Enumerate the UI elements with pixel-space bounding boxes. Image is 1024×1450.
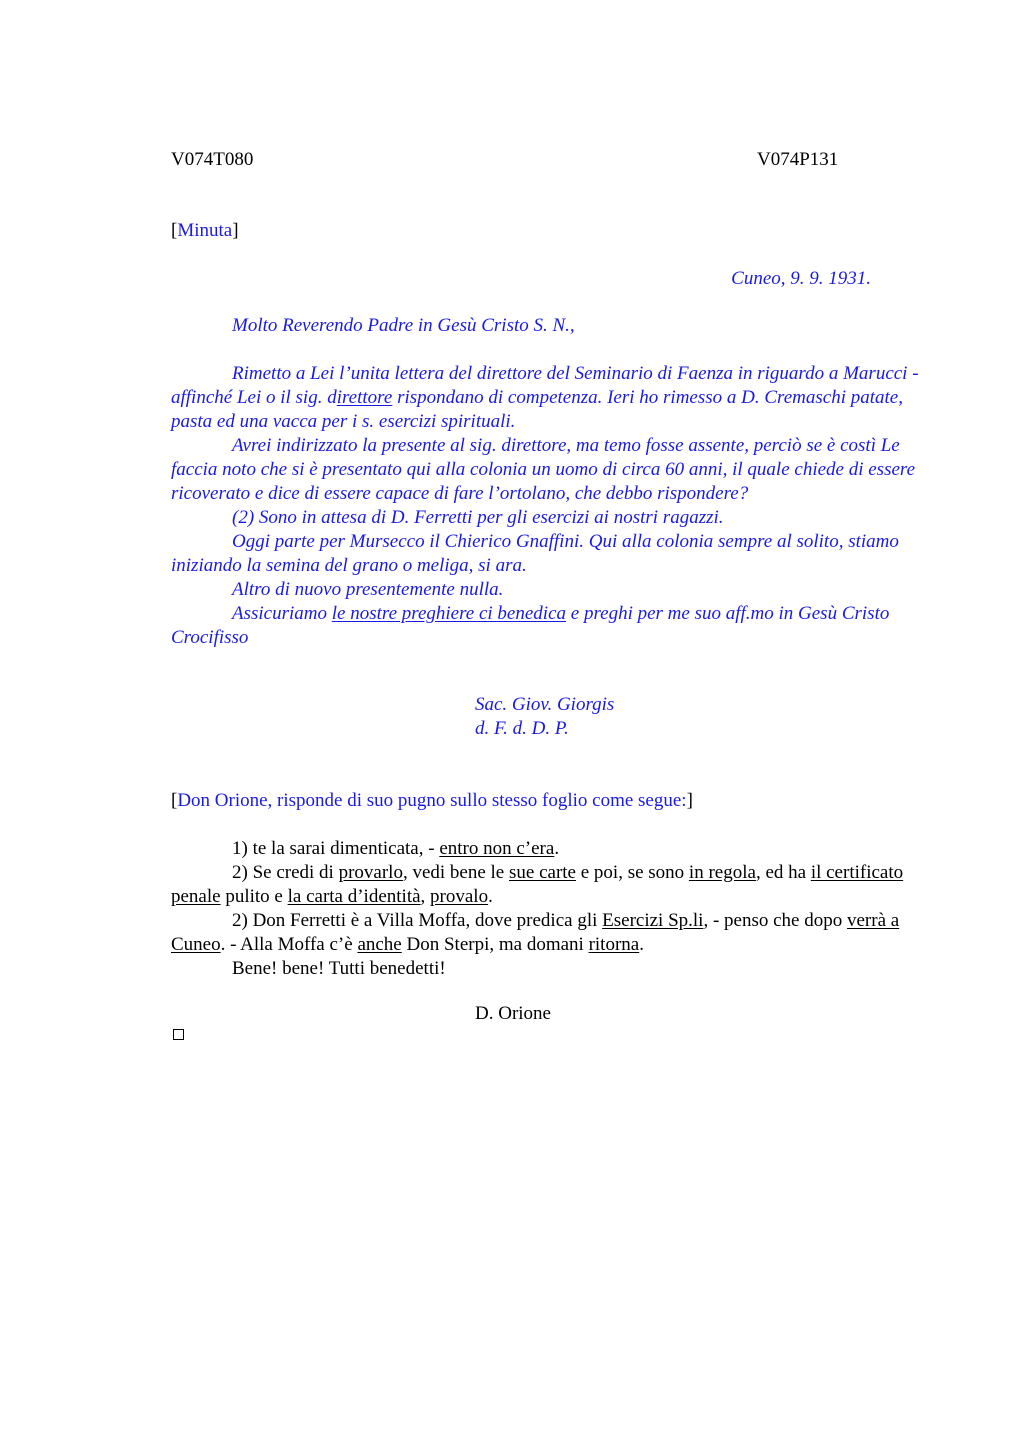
end-marker-box — [173, 1029, 184, 1040]
document-code-right: V074P131 — [757, 149, 839, 170]
minuta-label: [Minuta] — [171, 220, 239, 241]
reply-body — [171, 837, 919, 981]
editorial-note: [Don Orione, risponde di suo pugno sullo stesso foglio come segue:] — [171, 790, 693, 811]
letter-signature-title: d. F. d. D. P. — [475, 718, 569, 739]
document-code-left: V074T080 — [171, 149, 254, 170]
letter-paragraph-1: Rimetto a Lei l’unita lettera del direttore del Seminario di Faenza in riguardo a Marucci - affinché Lei o il sig. direttore rispondano di competenza. Ieri ho rimesso a D. Cremaschi patate, pasta ed una vacca per i s. esercizi spirituali. — [171, 363, 919, 432]
letter-paragraph-6: Assicuriamo le nostre preghiere ci benedica e preghi per me suo aff.mo in Gesù Cristo Crocifisso — [171, 603, 890, 648]
letter-body — [171, 362, 919, 650]
letter-paragraph-2: Avrei indirizzato la presente al sig. direttore, ma temo fosse assente, perciò se è costì Le faccia noto che si è presentato qui alla colonia un uomo di circa 60 anni, il quale chiede di essere ricoverato e dice di essere capace di fare l’ortolano, che debbo rispondere? — [171, 435, 916, 504]
reply-item-2: 2) Se credi di provarlo, vedi bene le sue carte e poi, se sono in regola, ed ha il certificato penale pulito e la carta d’identità, provalo. — [171, 862, 904, 907]
letter-paragraph-4: Oggi parte per Mursecco il Chierico Gnaffini. Qui alla colonia sempre al solito, stiamo iniziando la semina del grano o meliga, si ara. — [171, 531, 899, 576]
reply-signature: D. Orione — [475, 1003, 551, 1024]
letter-place-date: Cuneo, 9. 9. 1931. — [731, 268, 871, 289]
reply-item-1: 1) te la sarai dimenticata, - entro non c’era. — [232, 838, 560, 859]
letter-signature-name: Sac. Giov. Giorgis — [475, 694, 615, 715]
letter-paragraph-5: Altro di nuovo presentemente nulla. — [232, 579, 504, 600]
reply-item-3: 2) Don Ferretti è a Villa Moffa, dove predica gli Esercizi Sp.li, - penso che dopo verrà a Cuneo. - Alla Moffa c’è anche Don Sterpi, ma domani ritorna. — [171, 910, 900, 955]
letter-salutation: Molto Reverendo Padre in Gesù Cristo S. N., — [232, 315, 575, 336]
letter-paragraph-3: (2) Sono in attesa di D. Ferretti per gli esercizi ai nostri ragazzi. — [232, 507, 724, 528]
reply-closing: Bene! bene! Tutti benedetti! — [232, 958, 446, 979]
